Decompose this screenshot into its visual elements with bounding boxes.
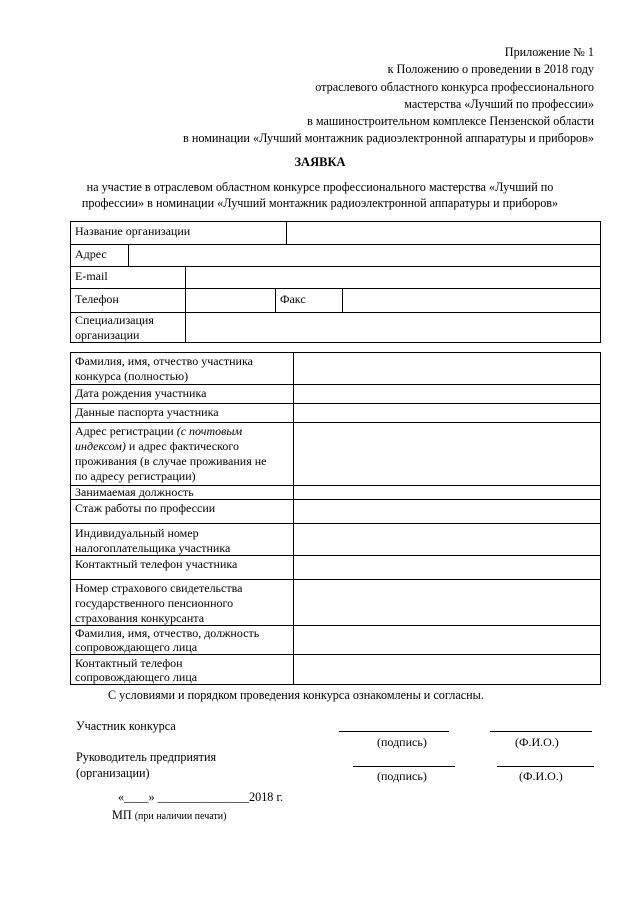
appendix-line: мастерства «Лучший по профессии» [404, 96, 594, 111]
appendix-line: к Положению о проведении в 2018 году [387, 62, 594, 77]
fax-label: Факс [280, 292, 306, 306]
appendix-line: отраслевого областного конкурса профессионального [315, 79, 594, 94]
email-label: E-mail [75, 269, 108, 283]
inn-label: Индивидуальный номер налогоплательщика участника [75, 526, 231, 555]
head-fio-line [497, 766, 594, 767]
appendix-header [183, 44, 594, 148]
subtitle-line: профессии» в номинации «Лучший монтажник радиоэлектронной аппаратуры и приборов» [81, 196, 559, 210]
birth-date-label: Дата рождения участника [75, 386, 207, 400]
escort-person-label: Фамилия, имя, отчество, должность сопровождающего лица [75, 626, 260, 654]
head-signature-caption: (подпись) [377, 769, 427, 783]
participant-fio-line [490, 731, 592, 732]
participant-signature-label: Участник конкурса [76, 719, 176, 733]
phone-label: Телефон [75, 292, 119, 306]
position-label: Занимаемая должность [75, 485, 194, 499]
insurance-number-label: Номер страхового свидетельства государственного пенсионного страхования конкурсанта [75, 581, 243, 625]
participant-fio-caption: (Ф.И.О.) [515, 735, 559, 749]
agreement-text: С условиями и порядком проведения конкурса ознакомлены и согласны. [108, 688, 484, 702]
stamp-label: МП (при наличии печати) [112, 808, 227, 822]
participant-signature-line [339, 731, 449, 732]
date-line: «____» _______________2018 г. [118, 790, 284, 804]
escort-phone-label: Контактный телефон сопровождающего лица [75, 656, 198, 684]
registration-address-label: Адрес регистрации (с почтовым индексом) и адрес фактического проживания (в случае проживания не по адресу регистрации) [75, 424, 267, 483]
head-signature-label: Руководитель предприятия (организации) [76, 750, 217, 780]
appendix-line: в машиностроительном комплексе Пензенской области [307, 114, 594, 129]
passport-label: Данные паспорта участника [75, 405, 219, 419]
address-label: Адрес [75, 247, 107, 261]
specialization-label: Специализация организации [75, 313, 154, 342]
subtitle-line: на участие в отраслевом областном конкурсе профессионального мастерства «Лучший по [86, 180, 554, 194]
document-title: ЗАЯВКА [294, 155, 346, 169]
document-subtitle [60, 179, 580, 211]
appendix-line: в номинации «Лучший монтажник радиоэлектронной аппаратуры и приборов» [183, 131, 594, 146]
participant-fullname-label: Фамилия, имя, отчество участника конкурса (полностью) [75, 354, 253, 383]
org-name-label: Название организации [75, 224, 191, 238]
contact-phone-label: Контактный телефон участника [75, 557, 238, 571]
experience-label: Стаж работы по профессии [75, 501, 216, 515]
head-fio-caption: (Ф.И.О.) [519, 769, 563, 783]
appendix-number: Приложение № 1 [504, 45, 594, 59]
head-signature-line [353, 766, 455, 767]
participant-signature-caption: (подпись) [377, 735, 427, 749]
